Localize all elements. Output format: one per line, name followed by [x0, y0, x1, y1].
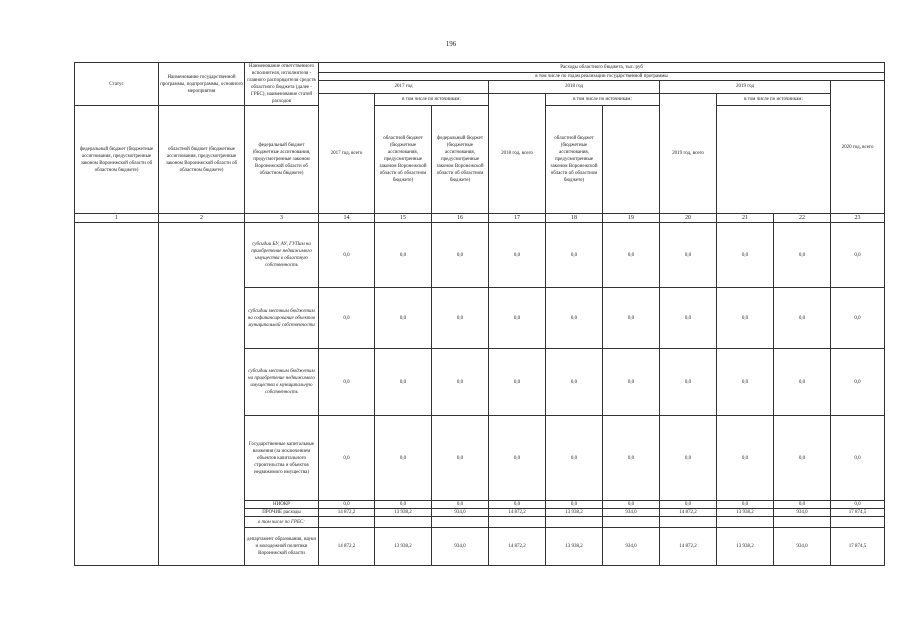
header-regional-2018: областной бюджет (бюджетные ассигнования, предусмотренные законом Воронежской области об областном бюджете) — [375, 106, 432, 214]
value-cell: 0,0 — [717, 349, 774, 416]
empty-cell — [319, 517, 375, 528]
value-cell: 0,0 — [774, 501, 831, 509]
column-number: 15 — [375, 214, 432, 223]
header-total-2018: 2018 год, всего — [489, 93, 546, 214]
column-number-row — [75, 214, 885, 223]
value-cell: 0,0 — [319, 288, 375, 349]
value-cell: 0,0 — [717, 288, 774, 349]
value-cell: 13 938,2 — [546, 509, 603, 517]
value-cell: 0,0 — [489, 288, 546, 349]
value-cell: 0,0 — [660, 501, 717, 509]
value-cell: 0,0 — [489, 501, 546, 509]
row-label: субсидии местным бюджетам на приобретение недвижимого имущества в муниципальную собственность — [245, 349, 319, 416]
column-number: 18 — [546, 214, 603, 223]
value-cell: 0,0 — [375, 349, 432, 416]
value-cell: 0,0 — [831, 349, 885, 416]
value-cell: 0,0 — [831, 288, 885, 349]
value-cell: 934,0 — [432, 528, 489, 566]
page-number: 196 — [445, 40, 457, 48]
empty-cell — [831, 517, 885, 528]
empty-cell — [489, 517, 546, 528]
value-cell: 13 938,2 — [717, 528, 774, 566]
header-sources-2017: в том числе по источникам: — [375, 93, 489, 106]
value-cell: 17 874,5 — [831, 528, 885, 566]
column-number: 16 — [432, 214, 489, 223]
header-federal-2017: федеральный бюджет (бюджетные ассигнования, предусмотренные законом Воронежской области об областном бюджете) — [75, 106, 159, 214]
column-number: 23 — [831, 214, 885, 223]
value-cell: 0,0 — [831, 416, 885, 501]
value-cell: 13 938,2 — [546, 528, 603, 566]
value-cell: 934,0 — [774, 528, 831, 566]
header-by-years: в том числе по годам реализации государственной программы — [319, 73, 885, 81]
value-cell: 0,0 — [319, 223, 375, 288]
value-cell: 0,0 — [717, 223, 774, 288]
value-cell: 0,0 — [375, 501, 432, 509]
header-total-2020: 2020 год, всего — [831, 81, 885, 214]
header-executor: Наименование ответственного исполнителя, исполнителя - главного распорядителя средств областного бюджета (далее - ГРБС), наименование статей расходов — [245, 63, 319, 106]
value-cell: 0,0 — [603, 416, 660, 501]
value-cell: 0,0 — [432, 349, 489, 416]
value-cell: 934,0 — [603, 528, 660, 566]
value-cell: 0,0 — [831, 223, 885, 288]
value-cell: 0,0 — [603, 288, 660, 349]
value-cell: 14 872,2 — [319, 509, 375, 517]
value-cell: 13 938,2 — [375, 509, 432, 517]
value-cell: 934,0 — [603, 509, 660, 517]
header-year-2018: 2018 год — [489, 81, 660, 94]
value-cell: 0,0 — [489, 416, 546, 501]
empty-cell — [717, 517, 774, 528]
column-number: 20 — [660, 214, 717, 223]
grbs-label: в том числе по ГРБС: — [245, 517, 319, 528]
value-cell: 0,0 — [774, 416, 831, 501]
column-number: 3 — [245, 214, 319, 223]
empty-cell — [432, 517, 489, 528]
value-cell: 934,0 — [432, 509, 489, 517]
header-total-2019: 2019 год, всего — [660, 93, 717, 214]
value-cell: 0,0 — [546, 288, 603, 349]
header-regional-2019: областной бюджет (бюджетные ассигнования, предусмотренные законом Воронежской области об областном бюджете) — [546, 106, 603, 214]
value-cell: 0,0 — [489, 223, 546, 288]
value-cell: 0,0 — [375, 223, 432, 288]
value-cell: 0,0 — [489, 349, 546, 416]
value-cell: 0,0 — [660, 223, 717, 288]
value-cell: 0,0 — [717, 416, 774, 501]
department-label: департамент образования, науки и молодежной политики Воронежской области — [245, 528, 319, 566]
column-number: 19 — [603, 214, 660, 223]
value-cell: 0,0 — [546, 416, 603, 501]
column-number: 2 — [159, 214, 245, 223]
value-cell: 0,0 — [546, 223, 603, 288]
header-row-source-types — [75, 106, 885, 214]
value-cell: 14 872,2 — [489, 528, 546, 566]
value-cell: 934,0 — [774, 509, 831, 517]
status-cell — [75, 223, 159, 566]
value-cell: 14 872,2 — [660, 509, 717, 517]
column-number: 22 — [774, 214, 831, 223]
header-status: Статус — [75, 63, 159, 106]
header-year-2017: 2017 год — [319, 81, 489, 94]
empty-cell — [774, 517, 831, 528]
header-sources-2019: в том числе по источникам: — [717, 93, 831, 106]
value-cell: 0,0 — [603, 223, 660, 288]
row-label: субсидии местным бюджетам на софинансирование объектов муниципальной собственности — [245, 288, 319, 349]
value-cell: 0,0 — [319, 349, 375, 416]
row-label: Государственные капитальные вложения (за исключением объектов капитального строительства и объектов недвижимого имущества) — [245, 416, 319, 501]
empty-cell — [603, 517, 660, 528]
header-row-expenses — [75, 63, 885, 73]
value-cell: 0,0 — [432, 288, 489, 349]
header-year-2019: 2019 год — [660, 81, 831, 94]
value-cell: 13 938,2 — [717, 509, 774, 517]
value-cell: 0,0 — [774, 288, 831, 349]
header-expenses: Расходы областного бюджета, тыс. руб — [319, 63, 885, 73]
header-total-2017: 2017 год, всего — [319, 93, 375, 214]
value-cell: 14 872,2 — [660, 528, 717, 566]
table-row — [75, 223, 885, 288]
value-cell: 0,0 — [375, 416, 432, 501]
column-number: 14 — [319, 214, 375, 223]
program-name-cell — [159, 223, 245, 566]
value-cell: 0,0 — [432, 501, 489, 509]
header-program-name: Наименование государственной программы, подпрограммы, основного мероприятия — [159, 63, 245, 106]
value-cell: 0,0 — [432, 416, 489, 501]
header-federal-2018: федеральный бюджет (бюджетные ассигнования, предусмотренные законом Воронежской области об областном бюджете) — [245, 106, 319, 214]
value-cell: 0,0 — [717, 501, 774, 509]
column-number: 1 — [75, 214, 159, 223]
value-cell: 13 938,2 — [375, 528, 432, 566]
value-cell: 0,0 — [546, 501, 603, 509]
value-cell: 0,0 — [546, 349, 603, 416]
column-number: 21 — [717, 214, 774, 223]
value-cell: 0,0 — [375, 288, 432, 349]
budget-table — [74, 62, 885, 566]
value-cell: 0,0 — [774, 349, 831, 416]
row-label: ПРОЧИЕ расходы — [245, 509, 319, 517]
value-cell: 0,0 — [774, 223, 831, 288]
value-cell: 0,0 — [319, 501, 375, 509]
value-cell: 0,0 — [603, 349, 660, 416]
header-sources-2018: в том числе по источникам: — [546, 93, 660, 106]
header-federal-2019: федеральный бюджет (бюджетные ассигнования, предусмотренные законом Воронежской области об областном бюджете) — [432, 106, 489, 214]
value-cell: 14 872,2 — [319, 528, 375, 566]
value-cell: 0,0 — [319, 416, 375, 501]
value-cell: 0,0 — [660, 416, 717, 501]
value-cell: 0,0 — [831, 501, 885, 509]
row-label: субсидии БУ, АУ, ГУПам на приобретение недвижимого имущества в областную собственность — [245, 223, 319, 288]
empty-cell — [375, 517, 432, 528]
value-cell: 17 874,5 — [831, 509, 885, 517]
empty-cell — [660, 517, 717, 528]
empty-cell — [546, 517, 603, 528]
value-cell: 0,0 — [432, 223, 489, 288]
value-cell: 14 872,2 — [489, 509, 546, 517]
value-cell: 0,0 — [603, 501, 660, 509]
row-label: НИОКР — [245, 501, 319, 509]
value-cell: 0,0 — [660, 349, 717, 416]
header-regional-2017: областной бюджет (бюджетные ассигнования, предусмотренные законом Воронежской области об областном бюджете) — [159, 106, 245, 214]
value-cell: 0,0 — [660, 288, 717, 349]
column-number: 17 — [489, 214, 546, 223]
